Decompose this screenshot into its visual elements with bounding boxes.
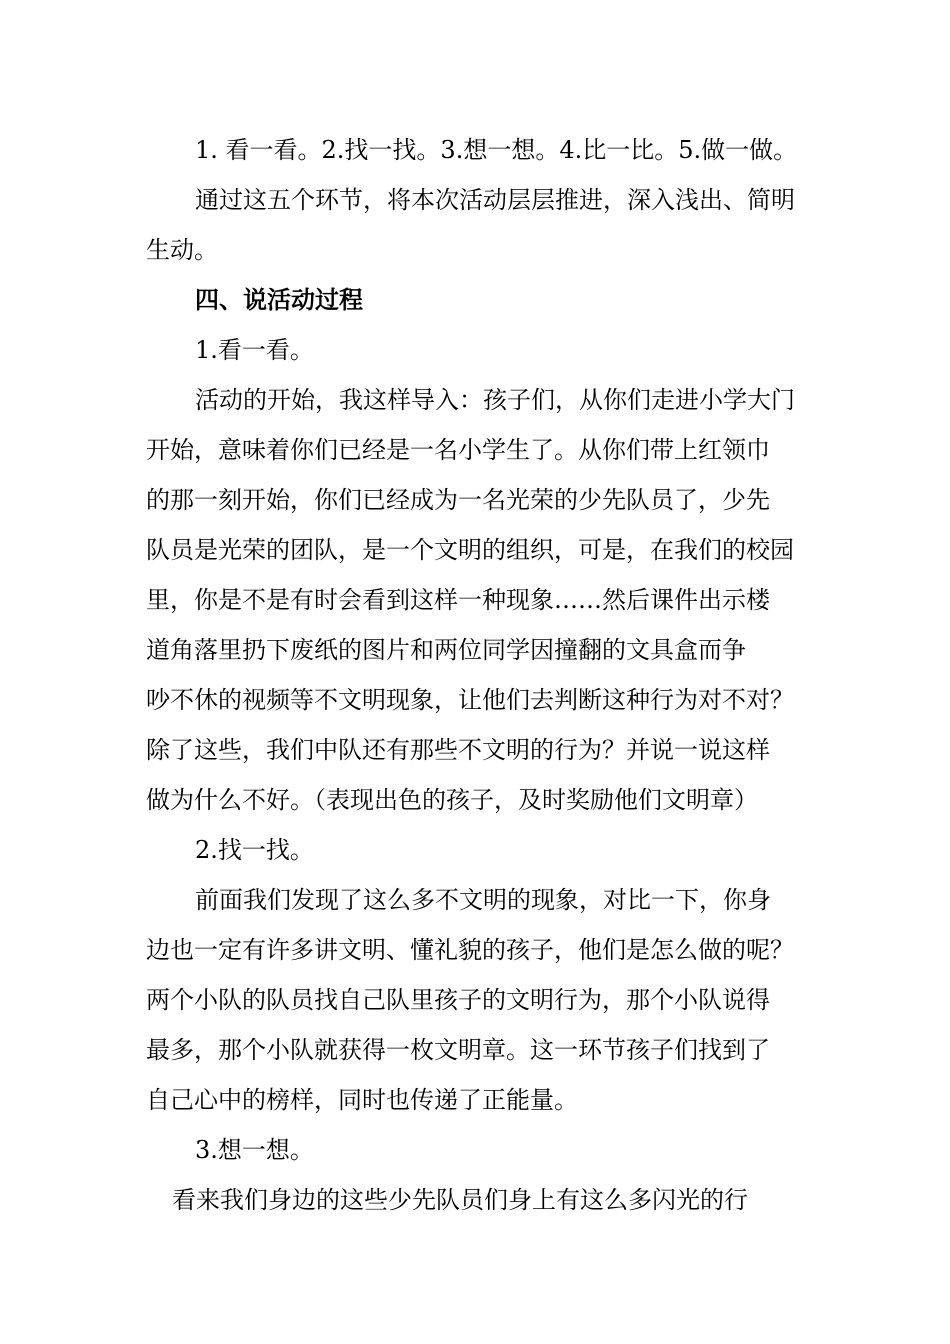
subsection-heading: 1.看一看。: [195, 336, 314, 364]
step-list-line: 1. 看一看。2.找一找。3.想一想。4.比一比。5.做一做。: [195, 136, 798, 164]
section-heading: 四、说活动过程: [195, 285, 363, 314]
paragraph-line: 看来我们身边的这些少先队员们身上有这么多闪光的行: [172, 1186, 748, 1214]
paragraph-line: 最多，那个小队就获得一枚文明章。这一环节孩子们找到了: [146, 1036, 770, 1064]
paragraph-line: 里，你是不是有时会看到这样一种现象……然后课件出示楼: [146, 586, 770, 614]
paragraph-line: 通过这五个环节，将本次活动层层推进，深入浅出、简明: [195, 186, 795, 214]
subsection-heading: 3.想一想。: [195, 1136, 314, 1164]
paragraph-line: 活动的开始，我这样导入：孩子们，从你们走进小学大门: [195, 386, 795, 414]
paragraph-line: 自己心中的榜样，同时也传递了正能量。: [146, 1086, 578, 1114]
subsection-heading: 2.找一找。: [195, 836, 314, 864]
paragraph-line: 的那一刻开始，你们已经成为一名光荣的少先队员了，少先: [146, 486, 770, 514]
paragraph-line: 道角落里扔下废纸的图片和两位同学因撞翻的文具盒而争: [146, 636, 746, 664]
paragraph-line: 开始，意味着你们已经是一名小学生了。从你们带上红领巾: [146, 436, 770, 464]
paragraph-line: 队员是光荣的团队，是一个文明的组织，可是，在我们的校园: [146, 536, 794, 564]
paragraph-line: 生动。: [146, 236, 218, 264]
paragraph-line: 做为什么不好。（表现出色的孩子，及时奖励他们文明章）: [146, 786, 758, 814]
paragraph-line: 吵不休的视频等不文明现象，让他们去判断这种行为对不对？: [146, 686, 794, 714]
paragraph-line: 两个小队的队员找自己队里孩子的文明行为，那个小队说得: [146, 986, 770, 1014]
paragraph-line: 除了这些，我们中队还有那些不文明的行为？并说一说这样: [146, 736, 770, 764]
paragraph-line: 前面我们发现了这么多不文明的现象，对比一下，你身: [195, 886, 771, 914]
paragraph-line: 边也一定有许多讲文明、懂礼貌的孩子，他们是怎么做的呢？: [146, 936, 794, 964]
